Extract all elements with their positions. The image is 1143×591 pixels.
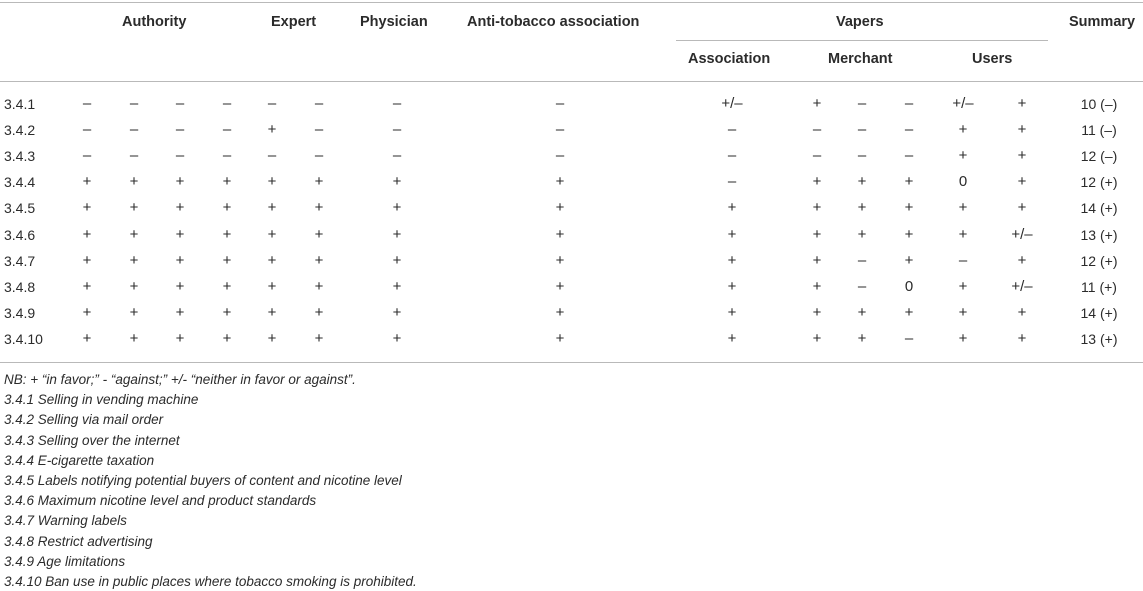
table-cell: + — [314, 277, 324, 295]
table-cell: + — [267, 277, 277, 295]
table-cell: + — [175, 251, 185, 269]
table-cell: + — [555, 225, 565, 243]
table-cell: 0 — [958, 173, 968, 191]
table-cell: – — [314, 147, 324, 165]
table-cell: + — [857, 329, 867, 347]
table-cell: – — [727, 147, 737, 165]
summary-cell: 14 (+) — [1080, 304, 1118, 321]
table-cell: – — [958, 251, 968, 269]
table-cell: + — [129, 251, 139, 269]
table-cell: + — [82, 173, 92, 191]
table-cell: + — [727, 303, 737, 321]
table-cell: + — [812, 199, 822, 217]
table-cell: + — [175, 173, 185, 191]
row-label: 3.4.7 — [4, 252, 36, 269]
table-cell: + — [82, 225, 92, 243]
table-cell: – — [555, 95, 565, 112]
table-cell: + — [727, 199, 737, 217]
table-cell: + — [175, 199, 185, 217]
row-label: 3.4.5 — [4, 200, 36, 217]
table-cell: + — [958, 329, 968, 347]
table-cell: + — [392, 199, 402, 217]
table-cell: – — [904, 329, 914, 347]
table-cell: – — [129, 121, 139, 139]
table-cell: + — [392, 329, 402, 347]
table-cell: + — [314, 303, 324, 321]
table-cell: + — [904, 173, 914, 191]
table-cell: + — [1017, 173, 1027, 191]
table-cell: + — [812, 95, 822, 112]
table-cell: – — [857, 251, 867, 269]
row-label: 3.4.6 — [4, 226, 36, 243]
table-cell: – — [392, 121, 402, 139]
table-cell: + — [392, 173, 402, 191]
table-cell: – — [392, 95, 402, 112]
table-cell: 0 — [904, 277, 914, 295]
header-association: Association — [688, 51, 771, 67]
row-label: 3.4.2 — [4, 122, 36, 139]
table-cell: + — [222, 329, 232, 347]
table-cell: – — [82, 121, 92, 139]
table-cell: – — [82, 95, 92, 112]
table-cell: + — [314, 225, 324, 243]
table-cell: + — [392, 303, 402, 321]
header-bottom-rule — [0, 81, 1143, 82]
row-label: 3.4.9 — [4, 304, 36, 321]
table-cell: +/– — [1011, 277, 1033, 295]
table-cell: + — [392, 277, 402, 295]
table-cell: + — [175, 303, 185, 321]
table-cell: + — [222, 225, 232, 243]
table-cell: + — [82, 199, 92, 217]
table-cell: + — [1017, 303, 1027, 321]
footnote-line: 3.4.9 Age limitations — [4, 553, 126, 569]
table-cell: + — [812, 303, 822, 321]
table-cell: + — [857, 225, 867, 243]
table-cell: + — [555, 173, 565, 191]
table-cell: + — [129, 199, 139, 217]
table-cell: + — [555, 277, 565, 295]
row-label: 3.4.10 — [4, 330, 43, 347]
table-cell: – — [267, 147, 277, 165]
table-cell: + — [727, 225, 737, 243]
table-cell: + — [175, 225, 185, 243]
table-cell: + — [812, 277, 822, 295]
table-cell: – — [314, 121, 324, 139]
table-cell: – — [267, 95, 277, 112]
table-bottom-rule — [0, 362, 1143, 363]
vapers-group-rule — [676, 40, 1048, 41]
table-cell: + — [857, 173, 867, 191]
table-cell: + — [812, 225, 822, 243]
summary-cell: 14 (+) — [1080, 200, 1118, 217]
header-summary: Summary — [1069, 14, 1136, 30]
table-cell: – — [222, 147, 232, 165]
footnote-line: 3.4.10 Ban use in public places where tobacco smoking is prohibited. — [4, 574, 417, 589]
table-cell: + — [267, 173, 277, 191]
table-cell: – — [857, 121, 867, 139]
table-cell: + — [314, 329, 324, 347]
table-cell: + — [958, 277, 968, 295]
header-authority: Authority — [122, 14, 187, 30]
table-cell: – — [904, 147, 914, 165]
table-cell: + — [812, 173, 822, 191]
table-cell: – — [129, 95, 139, 112]
table-cell: + — [555, 251, 565, 269]
table-cell: + — [904, 251, 914, 269]
table-cell: – — [314, 95, 324, 112]
footnote-line: 3.4.4 E-cigarette taxation — [4, 452, 155, 468]
table-cell: + — [267, 121, 277, 139]
table-cell: + — [314, 199, 324, 217]
table-cell: + — [727, 277, 737, 295]
header-vapers: Vapers — [836, 14, 884, 30]
header-physician: Physician — [360, 14, 428, 30]
table-cell: – — [175, 121, 185, 139]
summary-cell: 12 (–) — [1080, 148, 1118, 165]
table-cell: + — [129, 225, 139, 243]
table-cell: + — [267, 329, 277, 347]
table-cell: + — [267, 225, 277, 243]
table-cell: + — [314, 173, 324, 191]
table-cell: + — [129, 277, 139, 295]
table-cell: + — [1017, 95, 1027, 112]
table-cell: + — [222, 277, 232, 295]
row-label: 3.4.3 — [4, 148, 36, 165]
table-cell: + — [129, 173, 139, 191]
table-cell: + — [958, 199, 968, 217]
table-cell: + — [1017, 121, 1027, 139]
table-cell: – — [392, 147, 402, 165]
table-cell: + — [82, 303, 92, 321]
table-cell: + — [267, 251, 277, 269]
table-cell: + — [812, 251, 822, 269]
table-cell: + — [904, 303, 914, 321]
footnote-line: 3.4.3 Selling over the internet — [4, 432, 180, 448]
table-cell: – — [555, 147, 565, 165]
table-cell: + — [222, 303, 232, 321]
table-cell: +/– — [721, 95, 743, 112]
summary-cell: 12 (+) — [1080, 252, 1118, 269]
table-cell: – — [82, 147, 92, 165]
table-cell: + — [1017, 147, 1027, 165]
table-cell: + — [958, 225, 968, 243]
summary-cell: 13 (+) — [1080, 226, 1118, 243]
table-cell: – — [555, 121, 565, 139]
footnote-line: 3.4.1 Selling in vending machine — [4, 392, 199, 408]
table-cell: – — [222, 121, 232, 139]
table-cell: – — [812, 121, 822, 139]
table-cell: + — [222, 199, 232, 217]
table-cell: – — [129, 147, 139, 165]
table-cell: – — [727, 173, 737, 191]
header-expert: Expert — [271, 14, 317, 30]
table-cell: – — [904, 121, 914, 139]
summary-cell: 11 (–) — [1081, 122, 1117, 139]
table-cell: + — [555, 199, 565, 217]
table-cell: + — [175, 329, 185, 347]
footnote-line: 3.4.2 Selling via mail order — [4, 412, 164, 428]
table-cell: + — [958, 121, 968, 139]
table-cell: – — [175, 95, 185, 112]
table-cell: + — [129, 303, 139, 321]
table-cell: – — [857, 95, 867, 112]
header-users: Users — [972, 51, 1013, 67]
table-cell: + — [857, 199, 867, 217]
summary-cell: 13 (+) — [1080, 330, 1118, 347]
row-label: 3.4.8 — [4, 278, 36, 295]
table-cell: + — [1017, 199, 1027, 217]
row-label: 3.4.4 — [4, 174, 36, 191]
table-cell: + — [555, 303, 565, 321]
table-cell: – — [904, 95, 914, 112]
table-cell: + — [555, 329, 565, 347]
footnote-line: 3.4.5 Labels notifying potential buyers of content and nicotine level — [4, 473, 402, 488]
summary-cell: 12 (+) — [1080, 174, 1118, 191]
table-cell: + — [392, 225, 402, 243]
table-cell: + — [1017, 251, 1027, 269]
summary-cell: 10 (–) — [1080, 96, 1118, 112]
table-cell: + — [904, 199, 914, 217]
footnote-line: NB: + “in favor;” - “against;” +/- “neither in favor or against”. — [4, 372, 356, 387]
table-cell: + — [727, 329, 737, 347]
table-cell: + — [82, 251, 92, 269]
header-anti-tobacco-association: Anti-tobacco association — [467, 14, 640, 30]
table-cell: + — [222, 173, 232, 191]
table-cell: + — [82, 277, 92, 295]
summary-cell: 11 (+) — [1081, 278, 1117, 295]
table-cell: + — [812, 329, 822, 347]
table-cell: + — [392, 251, 402, 269]
table-cell: + — [267, 303, 277, 321]
table-cell: – — [857, 277, 867, 295]
table-top-rule — [0, 2, 1143, 3]
table-cell: + — [267, 199, 277, 217]
table-cell: + — [222, 251, 232, 269]
table-cell: – — [857, 147, 867, 165]
table-cell: + — [1017, 329, 1027, 347]
footnote-line: 3.4.8 Restrict advertising — [4, 533, 153, 549]
table-cell: + — [175, 277, 185, 295]
table-cell: + — [958, 303, 968, 321]
table-cell: – — [727, 121, 737, 139]
table-cell: +/– — [1011, 225, 1033, 243]
table-cell: + — [129, 329, 139, 347]
table-cell: + — [904, 225, 914, 243]
footnote-line: 3.4.7 Warning labels — [4, 513, 127, 529]
table-cell: +/– — [952, 95, 974, 112]
table-cell: + — [82, 329, 92, 347]
table-cell: – — [812, 147, 822, 165]
header-merchant: Merchant — [828, 51, 893, 67]
table-cell: + — [857, 303, 867, 321]
row-label: 3.4.1 — [4, 96, 36, 112]
table-cell: + — [958, 147, 968, 165]
table-cell: – — [222, 95, 232, 112]
table-cell: + — [314, 251, 324, 269]
footnote-line: 3.4.6 Maximum nicotine level and product standards — [4, 493, 317, 509]
table-cell: + — [727, 251, 737, 269]
table-cell: – — [175, 147, 185, 165]
